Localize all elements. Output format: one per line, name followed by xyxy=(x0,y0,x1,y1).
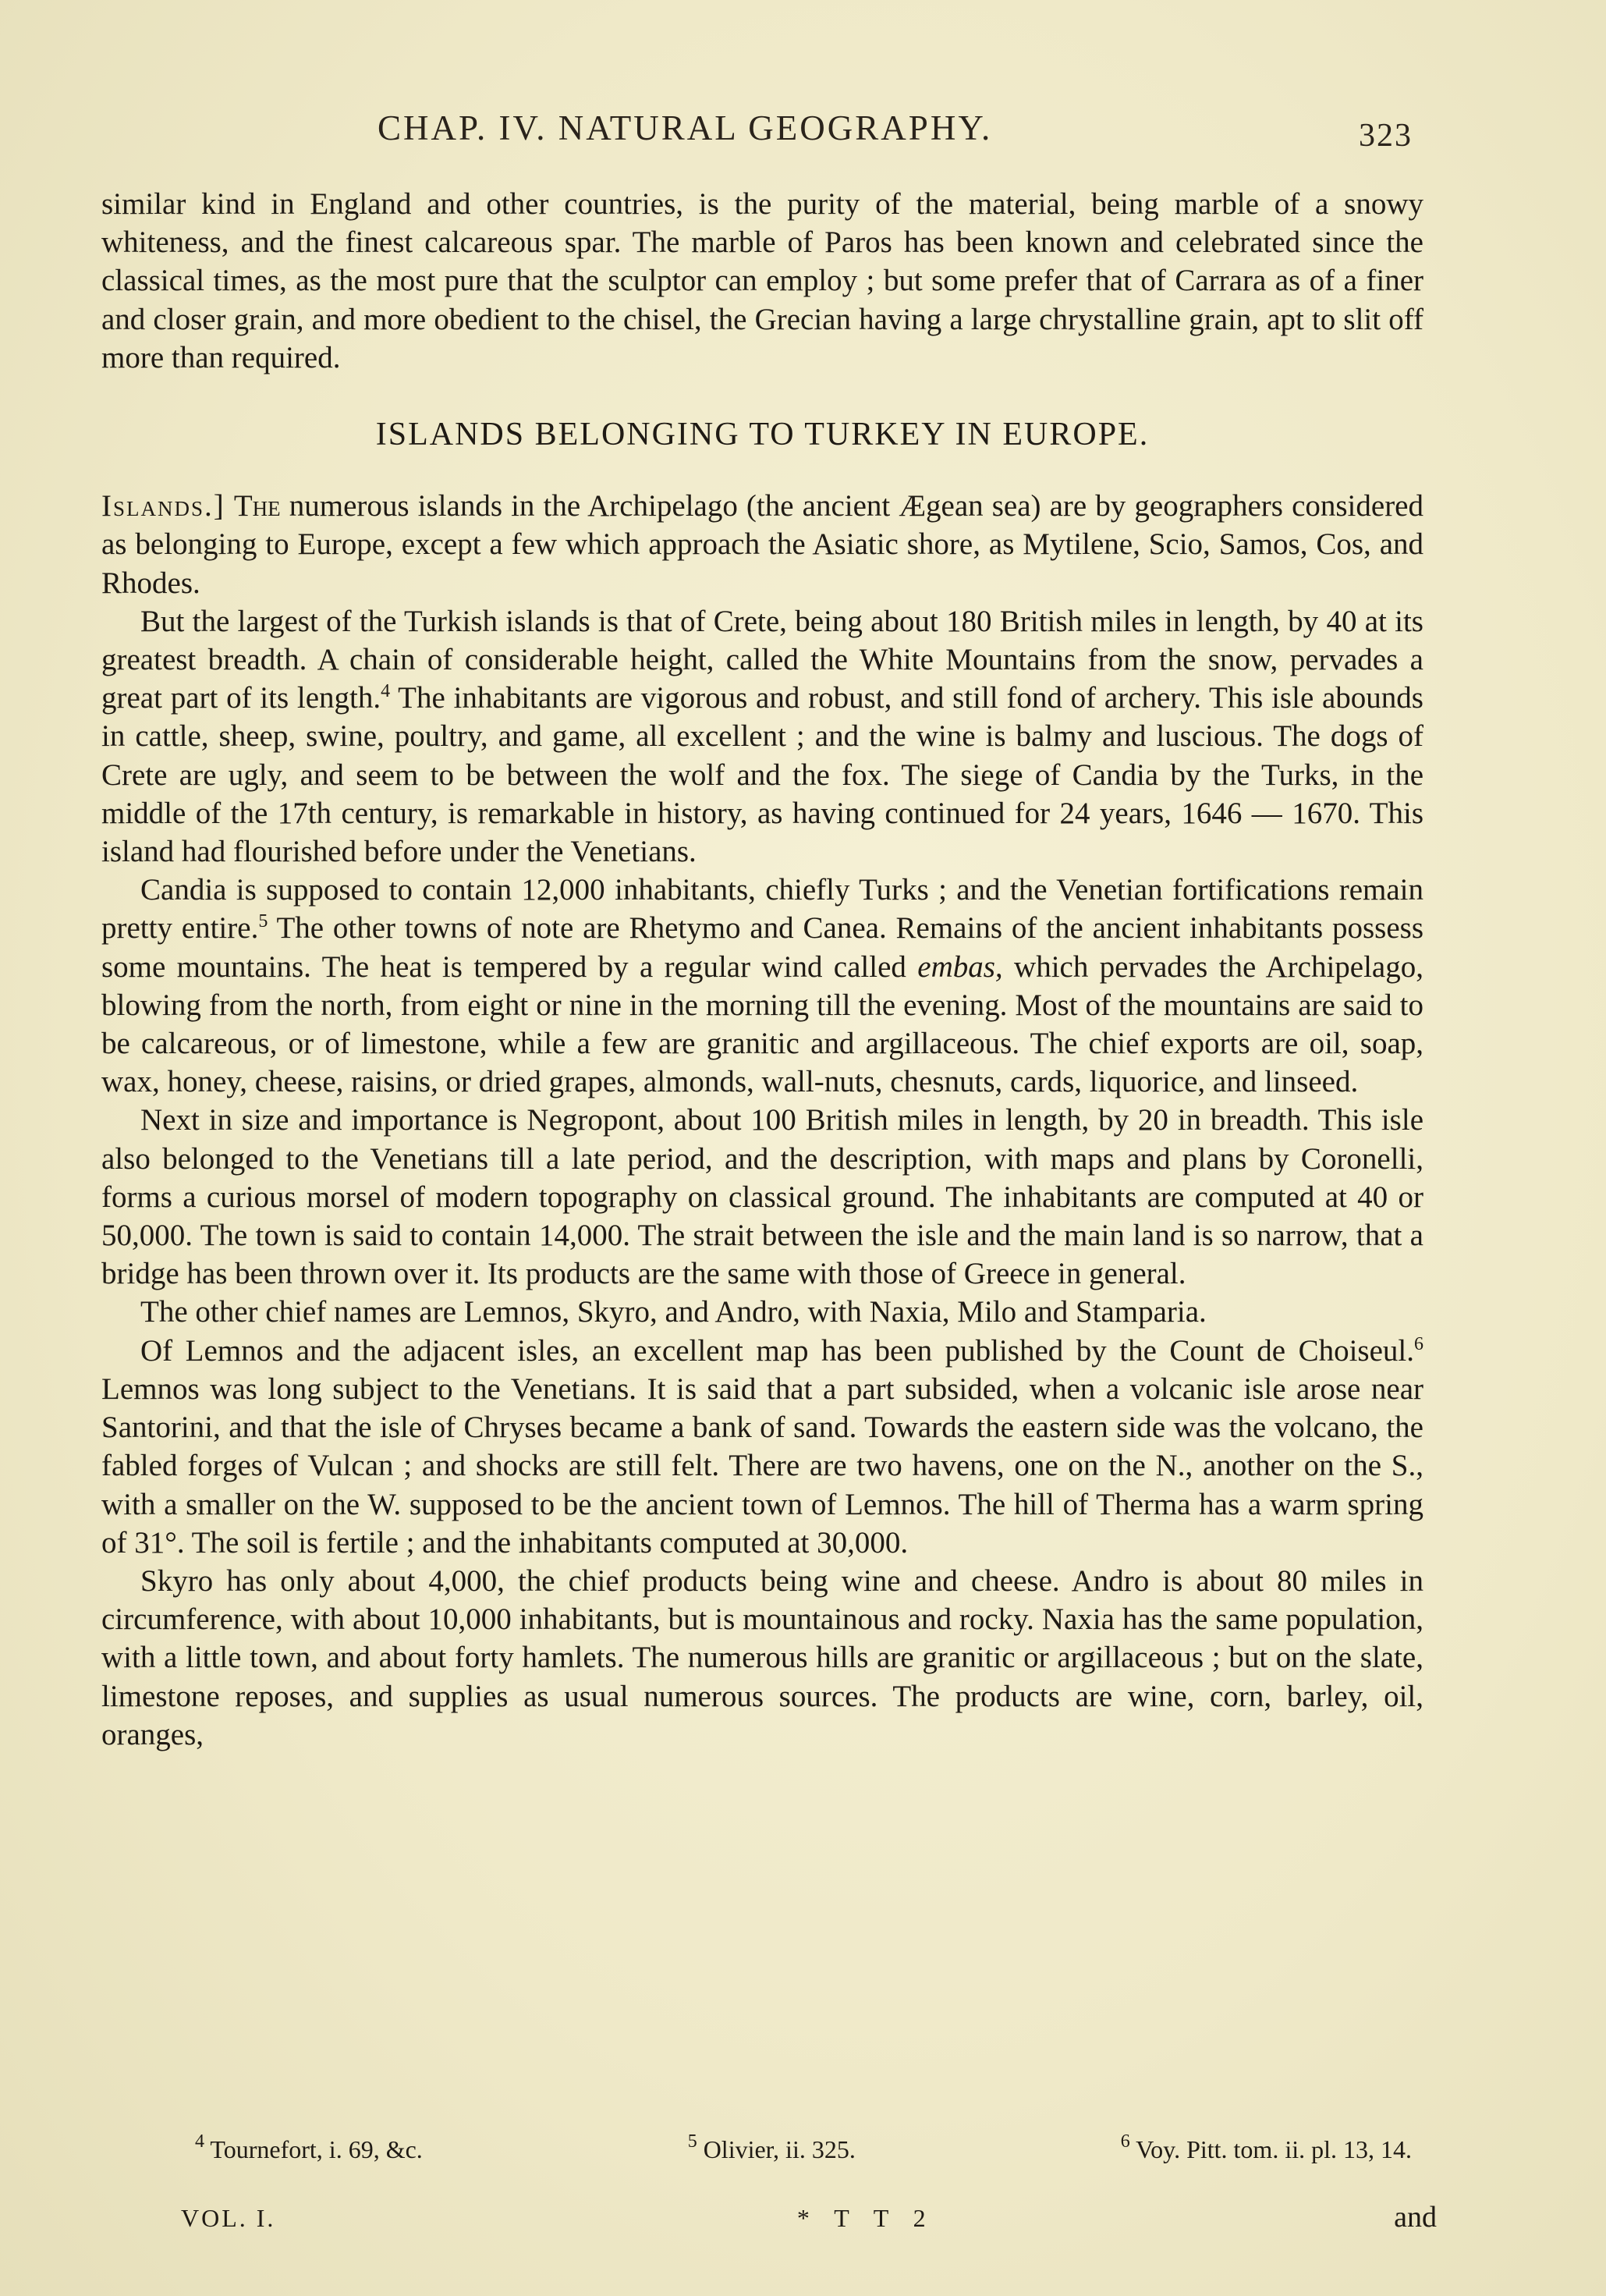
page-number: 323 xyxy=(1359,118,1413,154)
body-text xyxy=(101,185,1423,1754)
running-head: CHAP. IV. NATURAL GEOGRAPHY. xyxy=(378,108,993,147)
marginal-label: Islands.] xyxy=(101,489,225,523)
paragraph-crete xyxy=(101,602,1423,871)
footnote-4 xyxy=(195,2131,423,2164)
footnote-text: Tournefort, i. 69, &c. xyxy=(204,2135,423,2163)
paragraph-skyro: Skyro has only about 4,000, the chief products being wine and cheese. Andro is about 80 miles in circumference, with about 10,000 inhabitants, but is mountainous and rocky. Naxia has the same population, with a little town, and about forty hamlets. The numerous hills are granitic or argillaceous ; but on the slate, limestone reposes, and supplies as usual numerous sources. The products are wine, corn, barley, oil, oranges, xyxy=(101,1563,1423,1751)
page-footer xyxy=(181,2200,1437,2234)
footnote-text: Voy. Pitt. tom. ii. pl. 13, 14. xyxy=(1129,2135,1412,2163)
paragraph-lemnos xyxy=(101,1332,1423,1562)
footnote-mark: 4 xyxy=(195,2131,204,2152)
paragraph-text: Of Lemnos and the adjacent isles, an excellent map has been published by the Count de Choiseul. xyxy=(140,1333,1414,1368)
footnote-5 xyxy=(687,2131,856,2164)
section-heading: ISLANDS BELONGING TO TURKEY IN EUROPE. xyxy=(375,417,1150,453)
volume-label: VOL. I. xyxy=(181,2204,276,2232)
paragraph-text: The other towns of note are Rhetymo and Canea. Remains of the ancient inhabitants possess some mountains. The heat is tempered by a regular wind called xyxy=(101,911,1423,984)
paragraph-text: which pervades the Archipelago, blowing from the north, from eight or nine in the morning till the evening. Most of the mountains are said to be calcareous, or of limestone, while a few are granitic and argillaceous. The chief exports are oil, soap, wax, honey, cheese, raisins, or dried grapes, almonds, wall-nuts, chesnuts, cards, liquorice, and linseed. xyxy=(101,949,1423,1099)
footnote-ref-4: 4 xyxy=(381,681,391,702)
footnote-6 xyxy=(1120,2131,1412,2164)
paragraph-text: numerous islands in the Archipelago (the ancient Ægean sea) are by geographers considered as belonging to Europe, except a few which approach the Asiatic shore, as Mytilene, Scio, Samos, Cos, and Rhodes. xyxy=(101,489,1423,600)
footnote-mark: 6 xyxy=(1120,2131,1130,2152)
paragraph-continued: similar kind in England and other countries, is the purity of the material, being marble of a snowy whiteness, and the finest calcareous spar. The marble of Paros has been known and celebrated since the classical times, as the most pure that the sculptor can employ ; but some prefer that of Carrara as of a finer and closer grain, and more obedient to the chisel, the Grecian having a large chrystalline grain, apt to slit off more than required. xyxy=(101,187,1423,374)
footnote-mark: 5 xyxy=(687,2131,697,2152)
footnotes xyxy=(195,2131,1412,2164)
footnote-ref-6: 6 xyxy=(1414,1333,1423,1354)
italic-term: embas, xyxy=(917,949,1003,984)
footnote-text: Olivier, ii. 325. xyxy=(697,2135,856,2163)
catchword: and xyxy=(1394,2201,1437,2234)
paragraph-text: Lemnos was long subject to the Venetians. It is said that a part subsided, when a volcanic isle arose near Santorini, and that the isle of Chryses became a bank of sand. Towards the eastern side was the volcano, the fabled forges of Vulcan ; and shocks are still felt. There are two havens, one on the N., another on the S., with a smaller on the W. supposed to be the ancient town of Lemnos. The hill of Therma has a warm spring of 31°. The soil is fertile ; and the inhabitants computed at 30,000. xyxy=(101,1372,1423,1560)
paragraph-text: But the largest of the Turkish islands is that of Crete, being about 180 British miles in length, by 40 at its greatest breadth. A chain of considerable height, called the White Mountains from the snow, pervades a great part of its length. xyxy=(101,604,1423,715)
footnote-ref-5: 5 xyxy=(258,911,268,932)
paragraph-candia xyxy=(101,871,1423,1101)
paragraph-other-names: The other chief names are Lemnos, Skyro, and Andro, with Naxia, Milo and Stamparia. xyxy=(140,1295,1207,1329)
paragraph-text: The inhabitants are vigorous and robust, and still fond of archery. This isle abounds in cattle, sheep, swine, poultry, and game, all excellent ; and the wine is balmy and luscious. The dogs of Crete are ugly, and seem to be between the wolf and the fox. The siege of Candia by the Turks, in the middle of the 17th century, is remarkable in history, as having continued for 24 years, 1646 — 1670. This island had flourished before under the Venetians. xyxy=(101,681,1423,869)
paragraph-text: Candia is supposed to contain 12,000 inhabitants, chiefly Turks ; and the Venetian fortifications remain pretty entire. xyxy=(101,873,1423,946)
signature-mark: * T T 2 xyxy=(796,2204,935,2232)
paragraph-negropont: Next in size and importance is Negropont, about 100 British miles in length, by 20 in breadth. This isle also belonged to the Venetians till a late period, and the description, with maps and plans by Coronelli, forms a curious morsel of modern topography on classical ground. The inhabitants are computed at 40 or 50,000. The town is said to contain 14,000. The strait between the isle and the main land is so narrow, that a bridge has been thrown over it. Its products are the same with those of Greece in general. xyxy=(101,1103,1423,1291)
first-word: The xyxy=(233,489,281,523)
paragraph-islands xyxy=(101,487,1423,602)
